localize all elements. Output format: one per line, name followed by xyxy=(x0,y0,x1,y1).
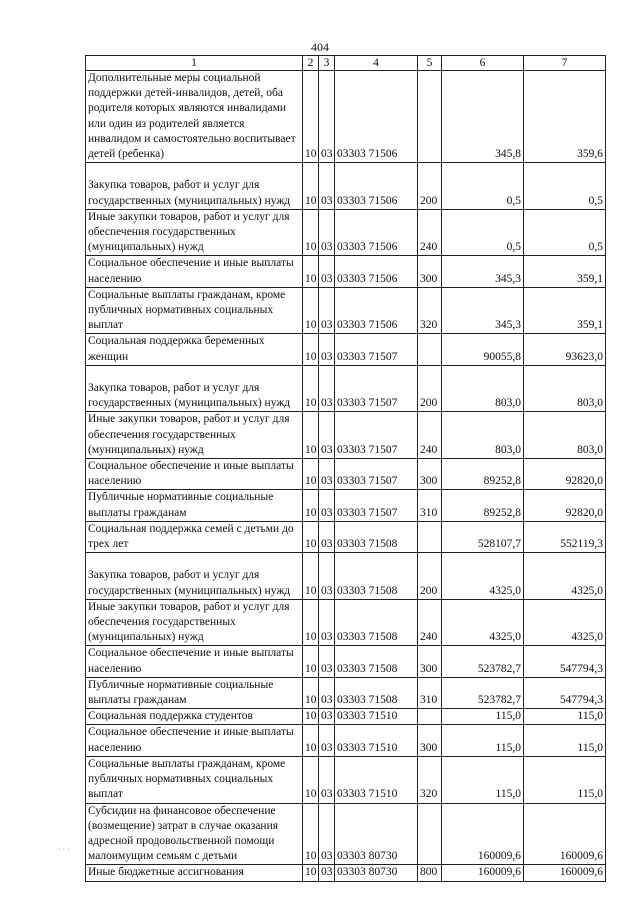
row-section-cell: 10 xyxy=(303,553,319,600)
row-target-code-cell: 03303 80730 xyxy=(335,865,418,881)
table-row xyxy=(86,646,606,677)
table-header-row xyxy=(86,56,606,71)
row-name-cell: Иные закупки товаров, работ и услуг для обеспечения государственных (муниципальных) нужд xyxy=(86,412,303,459)
row-target-code-cell: 03303 71506 xyxy=(335,71,418,163)
row-subsection-cell: 03 xyxy=(319,256,335,287)
row-amount-col6-cell: 89252,8 xyxy=(442,459,524,490)
row-expense-type-cell: 800 xyxy=(418,865,442,881)
row-amount-col6-cell: 115,0 xyxy=(442,756,524,803)
row-section-cell: 10 xyxy=(303,209,319,256)
row-target-code-cell: 03303 71507 xyxy=(335,334,418,365)
row-subsection-cell: 03 xyxy=(319,71,335,163)
row-subsection-cell: 03 xyxy=(319,521,335,552)
row-name-cell: Социальное обеспечение и иные выплаты населению xyxy=(86,725,303,756)
row-section-cell: 10 xyxy=(303,677,319,708)
row-amount-col7-cell: 115,0 xyxy=(524,709,606,725)
row-section-cell: 10 xyxy=(303,599,319,646)
row-name-cell: Публичные нормативные социальные выплаты гражданам xyxy=(86,677,303,708)
row-name-cell: Иные бюджетные ассигнования xyxy=(86,865,303,881)
row-expense-type-cell: 300 xyxy=(418,459,442,490)
row-section-cell: 10 xyxy=(303,287,319,334)
row-target-code-cell: 03303 71510 xyxy=(335,725,418,756)
row-name-cell: Дополнительные меры социальной поддержки детей-инвалидов, детей, оба родителя которых являются инвалидами или один из родителей является инвалидом и самостоятельно воспитывает детей (ребенка) xyxy=(86,71,303,163)
row-expense-type-cell xyxy=(418,521,442,552)
margin-mark: · · · xyxy=(58,845,70,854)
row-amount-col7-cell: 115,0 xyxy=(524,725,606,756)
row-amount-col6-cell: 523782,7 xyxy=(442,677,524,708)
row-section-cell: 10 xyxy=(303,646,319,677)
row-target-code-cell: 03303 71508 xyxy=(335,553,418,600)
row-expense-type-cell xyxy=(418,803,442,865)
row-amount-col6-cell: 160009,6 xyxy=(442,803,524,865)
row-section-cell: 10 xyxy=(303,725,319,756)
row-expense-type-cell: 200 xyxy=(418,365,442,412)
row-target-code-cell: 03303 71506 xyxy=(335,209,418,256)
row-target-code-cell: 03303 71510 xyxy=(335,709,418,725)
row-subsection-cell: 03 xyxy=(319,553,335,600)
row-section-cell: 10 xyxy=(303,756,319,803)
table-row xyxy=(86,490,606,521)
header-col-6: 6 xyxy=(442,56,524,71)
row-subsection-cell: 03 xyxy=(319,865,335,881)
table-row xyxy=(86,71,606,163)
row-name-cell: Иные закупки товаров, работ и услуг для обеспечения государственных (муниципальных) нужд xyxy=(86,209,303,256)
row-subsection-cell: 03 xyxy=(319,599,335,646)
row-section-cell: 10 xyxy=(303,412,319,459)
row-subsection-cell: 03 xyxy=(319,459,335,490)
row-amount-col7-cell: 115,0 xyxy=(524,756,606,803)
header-col-7: 7 xyxy=(524,56,606,71)
table-row xyxy=(86,334,606,365)
row-amount-col6-cell: 345,3 xyxy=(442,287,524,334)
row-name-cell: Закупка товаров, работ и услуг для государственных (муниципальных) нужд xyxy=(86,163,303,210)
header-col-5: 5 xyxy=(418,56,442,71)
table-row xyxy=(86,677,606,708)
table-row xyxy=(86,459,606,490)
row-name-cell: Социальное обеспечение и иные выплаты населению xyxy=(86,256,303,287)
row-amount-col7-cell: 359,1 xyxy=(524,256,606,287)
row-expense-type-cell: 320 xyxy=(418,756,442,803)
row-amount-col7-cell: 547794,3 xyxy=(524,677,606,708)
row-target-code-cell: 03303 71507 xyxy=(335,459,418,490)
row-target-code-cell: 03303 71508 xyxy=(335,646,418,677)
row-subsection-cell: 03 xyxy=(319,334,335,365)
row-subsection-cell: 03 xyxy=(319,365,335,412)
table-row xyxy=(86,365,606,412)
header-col-2: 2 xyxy=(303,56,319,71)
row-name-cell: Социальное обеспечение и иные выплаты населению xyxy=(86,459,303,490)
row-amount-col6-cell: 160009,6 xyxy=(442,865,524,881)
row-amount-col6-cell: 89252,8 xyxy=(442,490,524,521)
row-target-code-cell: 03303 71507 xyxy=(335,490,418,521)
row-amount-col6-cell: 523782,7 xyxy=(442,646,524,677)
row-name-cell: Публичные нормативные социальные выплаты гражданам xyxy=(86,490,303,521)
row-section-cell: 10 xyxy=(303,521,319,552)
row-name-cell: Социальная поддержка беременных женщин xyxy=(86,334,303,365)
row-amount-col7-cell: 4325,0 xyxy=(524,599,606,646)
row-amount-col7-cell: 93623,0 xyxy=(524,334,606,365)
row-subsection-cell: 03 xyxy=(319,163,335,210)
row-amount-col6-cell: 345,3 xyxy=(442,256,524,287)
row-subsection-cell: 03 xyxy=(319,209,335,256)
row-target-code-cell: 03303 80730 xyxy=(335,803,418,865)
row-section-cell: 10 xyxy=(303,490,319,521)
row-amount-col6-cell: 4325,0 xyxy=(442,599,524,646)
row-name-cell: Социальная поддержка семей с детьми до трех лет xyxy=(86,521,303,552)
row-section-cell: 10 xyxy=(303,256,319,287)
table-row xyxy=(86,521,606,552)
row-expense-type-cell: 310 xyxy=(418,677,442,708)
row-target-code-cell: 03303 71506 xyxy=(335,163,418,210)
header-col-3: 3 xyxy=(319,56,335,71)
row-target-code-cell: 03303 71508 xyxy=(335,677,418,708)
row-target-code-cell: 03303 71510 xyxy=(335,756,418,803)
row-amount-col7-cell: 359,6 xyxy=(524,71,606,163)
table-row xyxy=(86,756,606,803)
row-amount-col6-cell: 90055,8 xyxy=(442,334,524,365)
row-amount-col7-cell: 0,5 xyxy=(524,209,606,256)
row-expense-type-cell: 240 xyxy=(418,209,442,256)
row-expense-type-cell: 200 xyxy=(418,163,442,210)
row-subsection-cell: 03 xyxy=(319,725,335,756)
row-amount-col7-cell: 359,1 xyxy=(524,287,606,334)
row-section-cell: 10 xyxy=(303,163,319,210)
row-amount-col6-cell: 0,5 xyxy=(442,163,524,210)
row-amount-col6-cell: 345,8 xyxy=(442,71,524,163)
row-subsection-cell: 03 xyxy=(319,756,335,803)
row-name-cell: Субсидии на финансовое обеспечение (возмещение) затрат в случае оказания адресной продовольственной помощи малоимущим семьям с детьми xyxy=(86,803,303,865)
row-subsection-cell: 03 xyxy=(319,677,335,708)
row-amount-col7-cell: 160009,6 xyxy=(524,803,606,865)
row-amount-col7-cell: 803,0 xyxy=(524,365,606,412)
row-section-cell: 10 xyxy=(303,334,319,365)
row-subsection-cell: 03 xyxy=(319,646,335,677)
row-amount-col7-cell: 92820,0 xyxy=(524,459,606,490)
row-target-code-cell: 03303 71506 xyxy=(335,256,418,287)
row-section-cell: 10 xyxy=(303,803,319,865)
table-row xyxy=(86,599,606,646)
row-amount-col7-cell: 0,5 xyxy=(524,163,606,210)
row-amount-col6-cell: 803,0 xyxy=(442,365,524,412)
row-expense-type-cell: 320 xyxy=(418,287,442,334)
row-name-cell: Иные закупки товаров, работ и услуг для обеспечения государственных (муниципальных) нужд xyxy=(86,599,303,646)
row-expense-type-cell: 310 xyxy=(418,490,442,521)
row-expense-type-cell xyxy=(418,334,442,365)
row-expense-type-cell: 300 xyxy=(418,646,442,677)
row-section-cell: 10 xyxy=(303,365,319,412)
table-row xyxy=(86,209,606,256)
row-expense-type-cell: 200 xyxy=(418,553,442,600)
table-row xyxy=(86,553,606,600)
row-target-code-cell: 03303 71506 xyxy=(335,287,418,334)
row-expense-type-cell: 300 xyxy=(418,256,442,287)
row-amount-col6-cell: 115,0 xyxy=(442,725,524,756)
table-row xyxy=(86,412,606,459)
row-amount-col7-cell: 160009,6 xyxy=(524,865,606,881)
row-expense-type-cell xyxy=(418,709,442,725)
row-name-cell: Закупка товаров, работ и услуг для государственных (муниципальных) нужд xyxy=(86,553,303,600)
row-amount-col7-cell: 547794,3 xyxy=(524,646,606,677)
row-subsection-cell: 03 xyxy=(319,803,335,865)
row-target-code-cell: 03303 71507 xyxy=(335,412,418,459)
row-amount-col7-cell: 4325,0 xyxy=(524,553,606,600)
row-amount-col7-cell: 92820,0 xyxy=(524,490,606,521)
row-target-code-cell: 03303 71508 xyxy=(335,521,418,552)
row-amount-col7-cell: 552119,3 xyxy=(524,521,606,552)
table-row xyxy=(86,725,606,756)
row-subsection-cell: 03 xyxy=(319,709,335,725)
row-name-cell: Закупка товаров, работ и услуг для государственных (муниципальных) нужд xyxy=(86,365,303,412)
row-expense-type-cell: 240 xyxy=(418,412,442,459)
budget-table xyxy=(85,55,606,882)
row-name-cell: Социальные выплаты гражданам, кроме публичных нормативных социальных выплат xyxy=(86,287,303,334)
row-amount-col7-cell: 803,0 xyxy=(524,412,606,459)
row-name-cell: Социальные выплаты гражданам, кроме публичных нормативных социальных выплат xyxy=(86,756,303,803)
row-amount-col6-cell: 803,0 xyxy=(442,412,524,459)
row-amount-col6-cell: 4325,0 xyxy=(442,553,524,600)
table-row xyxy=(86,256,606,287)
row-amount-col6-cell: 0,5 xyxy=(442,209,524,256)
row-section-cell: 10 xyxy=(303,71,319,163)
header-col-1: 1 xyxy=(86,56,303,71)
table-row xyxy=(86,803,606,865)
row-section-cell: 10 xyxy=(303,865,319,881)
row-expense-type-cell xyxy=(418,71,442,163)
row-target-code-cell: 03303 71507 xyxy=(335,365,418,412)
row-name-cell: Социальная поддержка студентов xyxy=(86,709,303,725)
row-subsection-cell: 03 xyxy=(319,287,335,334)
table-row xyxy=(86,287,606,334)
table-row xyxy=(86,163,606,210)
table-body xyxy=(86,71,606,882)
row-section-cell: 10 xyxy=(303,709,319,725)
header-col-4: 4 xyxy=(335,56,418,71)
table-row xyxy=(86,709,606,725)
row-section-cell: 10 xyxy=(303,459,319,490)
row-name-cell: Социальное обеспечение и иные выплаты населению xyxy=(86,646,303,677)
row-subsection-cell: 03 xyxy=(319,412,335,459)
row-expense-type-cell: 300 xyxy=(418,725,442,756)
row-expense-type-cell: 240 xyxy=(418,599,442,646)
table-row xyxy=(86,865,606,881)
row-target-code-cell: 03303 71508 xyxy=(335,599,418,646)
page-number: 404 xyxy=(311,40,329,54)
row-amount-col6-cell: 115,0 xyxy=(442,709,524,725)
row-subsection-cell: 03 xyxy=(319,490,335,521)
row-amount-col6-cell: 528107,7 xyxy=(442,521,524,552)
